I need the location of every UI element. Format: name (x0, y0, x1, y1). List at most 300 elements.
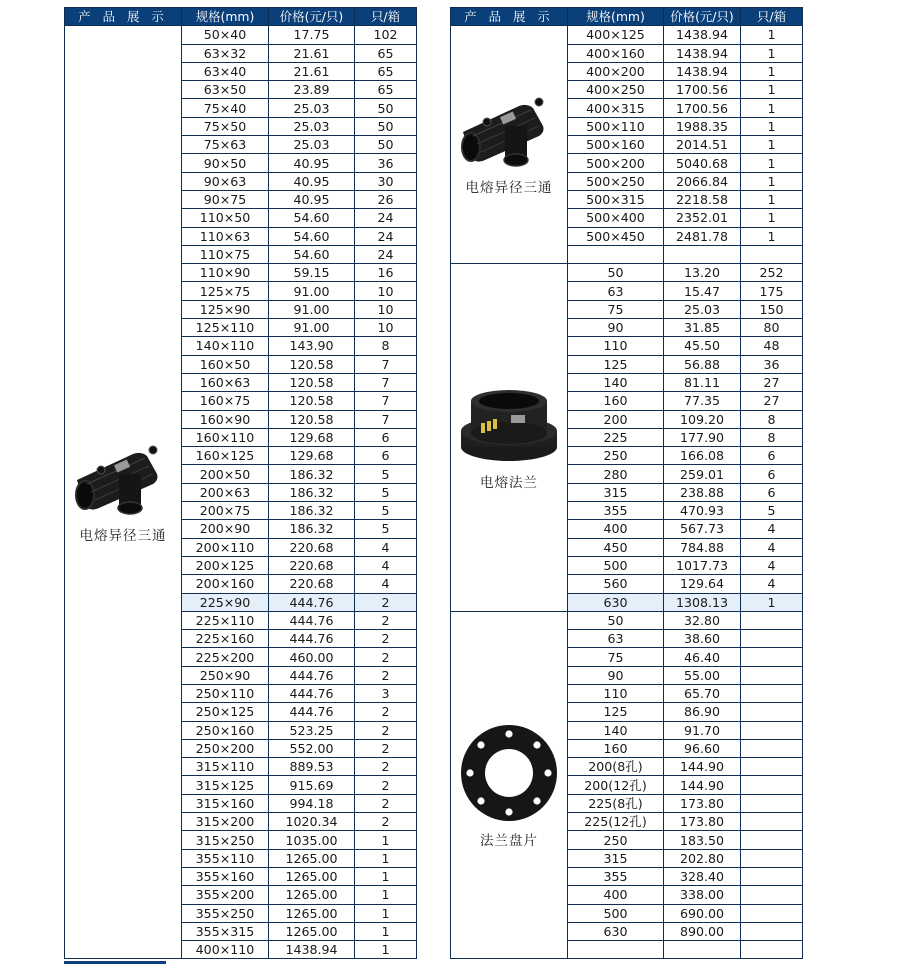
cell-qty: 2 (355, 648, 417, 666)
cell-spec: 90×63 (182, 172, 269, 190)
cell-price: 81.11 (664, 373, 741, 391)
cell-spec: 125×75 (182, 282, 269, 300)
cell-qty: 1 (741, 154, 803, 172)
cell-qty: 1 (741, 593, 803, 611)
cell-qty: 27 (741, 373, 803, 391)
cell-qty (741, 941, 803, 959)
cell-price: 129.64 (664, 575, 741, 593)
cell-price: 54.60 (269, 245, 355, 263)
cell-qty: 1 (741, 81, 803, 99)
cell-spec: 315×200 (182, 813, 269, 831)
cell-price: 166.08 (664, 447, 741, 465)
cell-price: 23.89 (269, 81, 355, 99)
cell-qty: 65 (355, 62, 417, 80)
cell-spec: 125×90 (182, 300, 269, 318)
cell-spec: 200×50 (182, 465, 269, 483)
header-price: 价格(元/只) (664, 8, 741, 26)
cell-spec: 500×110 (568, 117, 664, 135)
cell-qty (741, 666, 803, 684)
cell-price: 523.25 (269, 721, 355, 739)
cell-spec: 63×32 (182, 44, 269, 62)
header-qty: 只/箱 (741, 8, 803, 26)
cell-spec: 63×40 (182, 62, 269, 80)
cell-spec: 63 (568, 630, 664, 648)
cell-qty: 1 (741, 62, 803, 80)
cell-spec: 140×110 (182, 337, 269, 355)
cell-qty: 1 (741, 26, 803, 44)
cell-price: 120.58 (269, 410, 355, 428)
cell-spec: 315×125 (182, 776, 269, 794)
cell-spec: 400×315 (568, 99, 664, 117)
cell-qty: 1 (355, 941, 417, 959)
cell-spec: 200×90 (182, 520, 269, 538)
cell-price: 5040.68 (664, 154, 741, 172)
cell-qty: 4 (741, 520, 803, 538)
header-product: 产 品 展 示 (451, 8, 568, 26)
cell-price: 15.47 (664, 282, 741, 300)
cell-qty (741, 794, 803, 812)
cell-price: 690.00 (664, 904, 741, 922)
cell-qty: 5 (741, 502, 803, 520)
cell-spec: 90 (568, 666, 664, 684)
cell-price: 220.68 (269, 556, 355, 574)
cell-spec: 200(12孔) (568, 776, 664, 794)
cell-price (664, 941, 741, 959)
cell-spec: 90 (568, 319, 664, 337)
cell-price: 120.58 (269, 355, 355, 373)
cell-qty: 10 (355, 300, 417, 318)
cell-qty: 4 (741, 575, 803, 593)
cell-price: 1265.00 (269, 849, 355, 867)
cell-qty: 50 (355, 117, 417, 135)
cell-price: 144.90 (664, 776, 741, 794)
product-tee-cell (451, 26, 568, 264)
cell-price: 40.95 (269, 154, 355, 172)
cell-qty (741, 904, 803, 922)
header-spec: 规格(mm) (182, 8, 269, 26)
cell-spec: 200×160 (182, 575, 269, 593)
product-block (65, 440, 181, 545)
flange-plate-icon (457, 721, 561, 829)
cell-spec: 355 (568, 502, 664, 520)
cell-qty: 27 (741, 392, 803, 410)
cell-qty (741, 721, 803, 739)
cell-price: 186.32 (269, 502, 355, 520)
cell-price: 1988.35 (664, 117, 741, 135)
cell-qty: 1 (355, 922, 417, 940)
cell-qty: 2 (355, 611, 417, 629)
product-flange-cell (451, 264, 568, 612)
cell-qty: 1 (355, 904, 417, 922)
cell-spec: 110×90 (182, 264, 269, 282)
cell-qty: 2 (355, 630, 417, 648)
cell-qty: 1 (741, 209, 803, 227)
cell-spec: 140 (568, 721, 664, 739)
cell-price: 17.75 (269, 26, 355, 44)
table-row (451, 264, 803, 282)
cell-spec: 630 (568, 922, 664, 940)
cell-qty: 4 (355, 556, 417, 574)
cell-qty: 1 (741, 227, 803, 245)
cell-spec: 315×250 (182, 831, 269, 849)
cell-price: 444.76 (269, 666, 355, 684)
cell-spec: 63 (568, 282, 664, 300)
cell-qty (741, 849, 803, 867)
cell-price: 1700.56 (664, 99, 741, 117)
cell-qty: 50 (355, 99, 417, 117)
cell-spec: 200×63 (182, 483, 269, 501)
cell-price: 56.88 (664, 355, 741, 373)
cell-spec: 500×160 (568, 136, 664, 154)
cell-spec: 355 (568, 867, 664, 885)
table-header-row (65, 8, 417, 26)
cell-qty: 102 (355, 26, 417, 44)
cell-spec: 225(12孔) (568, 813, 664, 831)
cell-price: 40.95 (269, 190, 355, 208)
electrofusion-flange-icon (457, 383, 561, 471)
cell-price: 54.60 (269, 227, 355, 245)
cell-qty (741, 758, 803, 776)
cell-price: 109.20 (664, 410, 741, 428)
product-name: 电熔法兰 (480, 474, 538, 491)
cell-price: 890.00 (664, 922, 741, 940)
cell-qty: 5 (355, 483, 417, 501)
cell-price: 444.76 (269, 630, 355, 648)
cell-spec: 200×110 (182, 538, 269, 556)
cell-spec: 450 (568, 538, 664, 556)
cell-price: 552.00 (269, 739, 355, 757)
cell-spec: 110×63 (182, 227, 269, 245)
cell-spec: 400 (568, 886, 664, 904)
cell-spec: 160×90 (182, 410, 269, 428)
cell-qty (741, 886, 803, 904)
cell-price: 1308.13 (664, 593, 741, 611)
cell-qty: 7 (355, 410, 417, 428)
cell-qty: 1 (741, 117, 803, 135)
cell-price: 91.00 (269, 282, 355, 300)
cell-qty (741, 867, 803, 885)
cell-qty: 4 (355, 575, 417, 593)
cell-price: 220.68 (269, 575, 355, 593)
cell-price: 120.58 (269, 373, 355, 391)
cell-spec: 400×110 (182, 941, 269, 959)
cell-qty: 6 (741, 483, 803, 501)
header-spec: 规格(mm) (568, 8, 664, 26)
cell-qty: 24 (355, 245, 417, 263)
cell-spec: 125×110 (182, 319, 269, 337)
cell-price: 31.85 (664, 319, 741, 337)
cell-spec: 560 (568, 575, 664, 593)
cell-qty: 2 (355, 703, 417, 721)
cell-price: 2352.01 (664, 209, 741, 227)
cell-qty: 2 (355, 666, 417, 684)
cell-price: 1265.00 (269, 867, 355, 885)
product-flange-plate-cell (451, 611, 568, 959)
cell-price: 13.20 (664, 264, 741, 282)
cell-qty: 150 (741, 300, 803, 318)
cell-spec: 500×315 (568, 190, 664, 208)
cell-price: 55.00 (664, 666, 741, 684)
cell-qty: 2 (355, 739, 417, 757)
cell-spec: 90×50 (182, 154, 269, 172)
product-tee-cell (65, 26, 182, 959)
cell-spec: 125 (568, 355, 664, 373)
cell-qty: 4 (741, 556, 803, 574)
cell-qty: 1 (741, 136, 803, 154)
cell-qty: 8 (741, 428, 803, 446)
product-block (451, 383, 567, 492)
cell-price: 470.93 (664, 502, 741, 520)
cell-price: 2014.51 (664, 136, 741, 154)
cell-spec: 75×50 (182, 117, 269, 135)
cell-qty: 7 (355, 392, 417, 410)
price-table-left (64, 7, 417, 959)
cell-price: 186.32 (269, 520, 355, 538)
cell-spec: 355×160 (182, 867, 269, 885)
cell-spec: 400 (568, 520, 664, 538)
cell-spec: 250 (568, 447, 664, 465)
cell-price: 25.03 (269, 99, 355, 117)
cell-spec: 500×200 (568, 154, 664, 172)
cell-spec: 160×125 (182, 447, 269, 465)
cell-price: 328.40 (664, 867, 741, 885)
cell-price: 173.80 (664, 794, 741, 812)
cell-qty: 5 (355, 465, 417, 483)
cell-spec: 250 (568, 831, 664, 849)
cell-price: 59.15 (269, 264, 355, 282)
cell-price: 21.61 (269, 62, 355, 80)
cell-price: 444.76 (269, 593, 355, 611)
cell-price: 1438.94 (664, 62, 741, 80)
cell-price: 144.90 (664, 758, 741, 776)
cell-price: 25.03 (664, 300, 741, 318)
cell-price: 1035.00 (269, 831, 355, 849)
cell-qty: 50 (355, 136, 417, 154)
cell-qty (741, 831, 803, 849)
cell-price: 1265.00 (269, 904, 355, 922)
cell-price: 177.90 (664, 428, 741, 446)
cell-price: 186.32 (269, 465, 355, 483)
cell-price: 45.50 (664, 337, 741, 355)
cell-qty: 48 (741, 337, 803, 355)
cell-qty: 8 (741, 410, 803, 428)
cell-qty: 24 (355, 209, 417, 227)
cell-qty: 7 (355, 355, 417, 373)
cell-price: 444.76 (269, 703, 355, 721)
cell-qty (741, 922, 803, 940)
cell-price: 259.01 (664, 465, 741, 483)
cell-price: 238.88 (664, 483, 741, 501)
cell-spec: 200(8孔) (568, 758, 664, 776)
cell-spec: 225×110 (182, 611, 269, 629)
cell-qty: 2 (355, 813, 417, 831)
cell-price: 25.03 (269, 117, 355, 135)
cell-qty: 10 (355, 282, 417, 300)
cell-qty: 175 (741, 282, 803, 300)
cell-price: 91.70 (664, 721, 741, 739)
cell-spec: 50 (568, 611, 664, 629)
cell-price: 1438.94 (664, 44, 741, 62)
cell-price: 915.69 (269, 776, 355, 794)
cell-spec: 630 (568, 593, 664, 611)
cell-price: 91.00 (269, 319, 355, 337)
cell-spec: 200 (568, 410, 664, 428)
cell-spec: 110×50 (182, 209, 269, 227)
cell-price: 1017.73 (664, 556, 741, 574)
cell-price: 183.50 (664, 831, 741, 849)
cell-qty: 4 (355, 538, 417, 556)
cell-price: 2481.78 (664, 227, 741, 245)
cell-qty: 24 (355, 227, 417, 245)
cell-price: 460.00 (269, 648, 355, 666)
cell-qty: 30 (355, 172, 417, 190)
cell-price: 994.18 (269, 794, 355, 812)
cell-spec: 225×90 (182, 593, 269, 611)
cell-qty: 36 (355, 154, 417, 172)
cell-spec: 50 (568, 264, 664, 282)
cell-spec: 315 (568, 483, 664, 501)
bottom-divider (64, 961, 166, 964)
cell-qty: 16 (355, 264, 417, 282)
cell-spec: 355×315 (182, 922, 269, 940)
cell-spec: 225×200 (182, 648, 269, 666)
cell-qty: 1 (355, 831, 417, 849)
cell-price: 46.40 (664, 648, 741, 666)
cell-spec: 355×250 (182, 904, 269, 922)
cell-qty: 1 (355, 849, 417, 867)
cell-spec: 400×200 (568, 62, 664, 80)
cell-spec: 400×160 (568, 44, 664, 62)
cell-spec: 160×50 (182, 355, 269, 373)
cell-price: 173.80 (664, 813, 741, 831)
cell-qty: 1 (741, 190, 803, 208)
cell-spec: 50×40 (182, 26, 269, 44)
cell-price: 96.60 (664, 739, 741, 757)
cell-spec: 200×125 (182, 556, 269, 574)
cell-spec: 110×75 (182, 245, 269, 263)
cell-spec: 75 (568, 648, 664, 666)
cell-spec: 500×400 (568, 209, 664, 227)
cell-spec: 75 (568, 300, 664, 318)
cell-qty: 1 (741, 44, 803, 62)
price-table-right (450, 7, 803, 959)
product-name: 电熔异径三通 (465, 180, 553, 197)
cell-spec: 160 (568, 392, 664, 410)
cell-qty: 7 (355, 373, 417, 391)
cell-qty (741, 813, 803, 831)
cell-qty: 1 (355, 867, 417, 885)
cell-qty: 2 (355, 776, 417, 794)
cell-spec: 355×110 (182, 849, 269, 867)
cell-qty: 4 (741, 538, 803, 556)
cell-spec (568, 245, 664, 263)
cell-spec: 63×50 (182, 81, 269, 99)
cell-qty (741, 630, 803, 648)
cell-spec: 280 (568, 465, 664, 483)
cell-price: 77.35 (664, 392, 741, 410)
cell-qty (741, 611, 803, 629)
cell-spec: 250×90 (182, 666, 269, 684)
cell-price: 220.68 (269, 538, 355, 556)
cell-spec: 500×250 (568, 172, 664, 190)
cell-price: 38.60 (664, 630, 741, 648)
cell-qty (741, 245, 803, 263)
cell-qty: 65 (355, 81, 417, 99)
cell-qty (741, 648, 803, 666)
cell-qty: 252 (741, 264, 803, 282)
cell-qty: 26 (355, 190, 417, 208)
cell-qty: 1 (741, 172, 803, 190)
cell-spec: 400×125 (568, 26, 664, 44)
cell-spec: 90×75 (182, 190, 269, 208)
cell-spec: 75×63 (182, 136, 269, 154)
cell-spec: 500 (568, 904, 664, 922)
cell-spec: 315 (568, 849, 664, 867)
cell-qty (741, 703, 803, 721)
cell-spec: 160×75 (182, 392, 269, 410)
cell-price: 129.68 (269, 428, 355, 446)
cell-qty: 6 (741, 447, 803, 465)
cell-qty: 6 (355, 447, 417, 465)
cell-qty: 2 (355, 758, 417, 776)
cell-qty (741, 739, 803, 757)
cell-qty: 2 (355, 721, 417, 739)
cell-price: 120.58 (269, 392, 355, 410)
cell-spec: 110 (568, 337, 664, 355)
cell-spec: 160 (568, 739, 664, 757)
cell-qty (741, 684, 803, 702)
cell-price: 25.03 (269, 136, 355, 154)
cell-spec: 355×200 (182, 886, 269, 904)
cell-price: 567.73 (664, 520, 741, 538)
cell-price: 54.60 (269, 209, 355, 227)
cell-spec: 400×250 (568, 81, 664, 99)
product-name: 法兰盘片 (480, 832, 538, 849)
cell-price (664, 245, 741, 263)
cell-spec: 500 (568, 556, 664, 574)
header-product: 产 品 展 示 (65, 8, 182, 26)
cell-spec: 250×125 (182, 703, 269, 721)
cell-qty: 6 (741, 465, 803, 483)
cell-price: 86.90 (664, 703, 741, 721)
cell-price: 202.80 (664, 849, 741, 867)
cell-price: 143.90 (269, 337, 355, 355)
cell-qty: 2 (355, 794, 417, 812)
cell-price: 338.00 (664, 886, 741, 904)
cell-price: 444.76 (269, 611, 355, 629)
cell-price: 1265.00 (269, 886, 355, 904)
cell-spec: 125 (568, 703, 664, 721)
table-row (451, 611, 803, 629)
cell-price: 1020.34 (269, 813, 355, 831)
cell-qty: 5 (355, 502, 417, 520)
cell-qty: 5 (355, 520, 417, 538)
cell-spec: 225 (568, 428, 664, 446)
cell-qty: 36 (741, 355, 803, 373)
cell-spec: 75×40 (182, 99, 269, 117)
cell-price: 1700.56 (664, 81, 741, 99)
cell-qty (741, 776, 803, 794)
cell-spec: 315×110 (182, 758, 269, 776)
cell-price: 2066.84 (664, 172, 741, 190)
cell-spec: 160×110 (182, 428, 269, 446)
cell-price: 889.53 (269, 758, 355, 776)
cell-price: 65.70 (664, 684, 741, 702)
cell-price: 32.80 (664, 611, 741, 629)
cell-spec: 250×110 (182, 684, 269, 702)
cell-spec: 250×160 (182, 721, 269, 739)
cell-price: 129.68 (269, 447, 355, 465)
